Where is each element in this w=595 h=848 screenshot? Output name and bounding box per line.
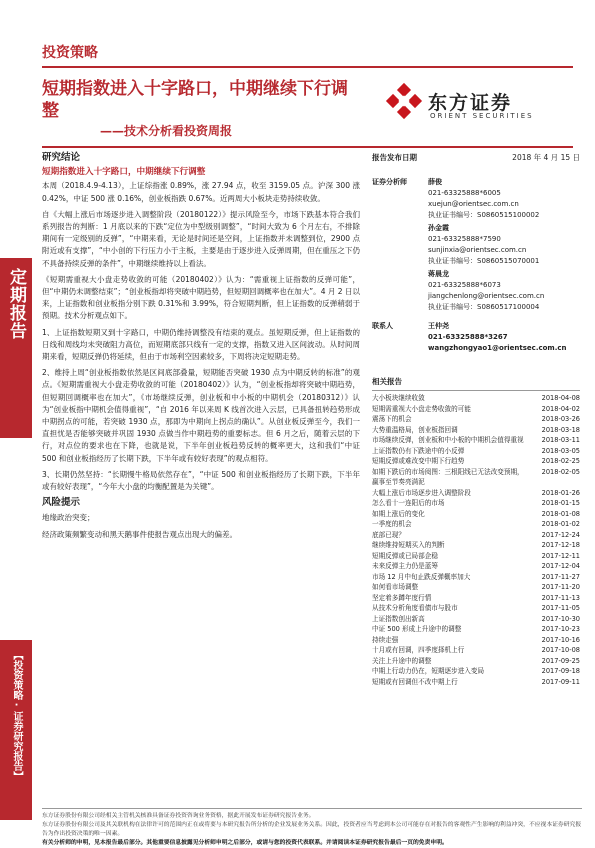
related-report-item[interactable]	[372, 530, 580, 541]
paragraph-weekly-market: 本周（2018.4.9-4.13），上证综指涨 0.89%，涨 27.94 点，收至 3159.05 点。沪深 300 涨 0.42%，中证 500 涨 0.16%，创业板指跌 0.67%。近两周大小板块走势持续收敛。	[42, 181, 360, 203]
analyst-email[interactable]: jiangchenlong@orientsec.com.cn	[428, 292, 545, 300]
related-report-title: 十月或有回调，四季度择机上行	[372, 646, 465, 654]
related-report-date: 2017-09-25	[541, 656, 580, 665]
related-reports-heading: 相关报告	[372, 376, 580, 391]
related-report-date: 2018-04-02	[541, 404, 580, 413]
related-report-date: 2018-03-26	[541, 415, 580, 423]
main-content	[42, 152, 360, 545]
publish-date-row	[372, 152, 580, 167]
related-report-date: 2017-09-11	[541, 677, 580, 686]
paragraph-point-3: 3、长期仍然坚持：“长期慢牛格局依然存在”，“中证 500 和创业板指经历了长期下跌，下半年或有较好表现”，“今年大小盘的均衡配置是为关键”。	[42, 469, 360, 492]
report-type-label: 投资策略	[42, 45, 98, 61]
related-report-title: 继续维持短期买入的判断	[372, 541, 445, 549]
report-subtitle: ——技术分析看投资周报	[100, 124, 233, 138]
related-report-date: 2017-11-27	[541, 572, 580, 581]
related-report-item[interactable]	[372, 540, 580, 551]
report-title: 短期指数进入十字路口，中期继续下行调整	[42, 79, 348, 121]
sidebar	[0, 0, 32, 842]
related-report-date: 2017-11-05	[541, 604, 580, 612]
related-report-title: 关注上升途中的调整	[372, 656, 432, 665]
paragraph-prior-view: 自《大幅上涨后市场逐步进入调整阶段（20180122）》提示风险至今，市场下跌基本符合我们系列报告的判断：1 月底以来的下跌“定位为中型级别调整”，“时间大致为 6 个月左右，不排除期间有一定级别的反弹”，“中期来看，无论是时间还是空间，上证指数并未调整到位，2900 点附近或有支撑”，“中小创的下行压力小于主板，主要是由于逐步进入反弹周期，但在重压之下仍不具备持续反弹的条件”，中期继续维持以上看法。	[42, 209, 360, 268]
related-reports-list	[372, 393, 580, 687]
publish-date-label: 报告发布日期	[372, 153, 417, 162]
related-report-item[interactable]	[372, 624, 580, 635]
section-title-risk: 风险提示	[42, 497, 81, 509]
related-report-item[interactable]	[372, 572, 580, 583]
contact-phone: 021-63325888*3267	[428, 333, 508, 341]
related-report-title: 如何看市场调整	[372, 583, 419, 591]
analyst-card	[428, 269, 580, 313]
analyst-phone: 021-63325888*6073	[428, 281, 501, 289]
contact-name: 王仲尧	[428, 322, 449, 330]
footer-divider	[42, 808, 582, 809]
related-report-title: 短期或有回调但不改中期上行	[372, 677, 458, 686]
related-report-item[interactable]	[372, 593, 580, 604]
related-report-title: 市场继续反弹，创业板和中小板的中期机会值得重视	[372, 436, 524, 444]
related-report-title: 从技术分析角度看债市与股市	[372, 604, 458, 612]
report-info	[372, 152, 580, 354]
related-report-item[interactable]	[372, 635, 580, 646]
related-report-title: 大势重温格局，创业板指回调	[372, 425, 458, 434]
related-report-title: 持续走强	[372, 635, 399, 644]
disclaimer-footer	[42, 812, 582, 848]
risk-item: 经济政策频繁变动和黑天鹅事件使报告观点出现大的偏差。	[42, 529, 237, 539]
related-report-date: 2018-02-25	[541, 457, 580, 465]
related-report-date: 2018-01-08	[541, 509, 580, 518]
analyst-license: 执业证书编号：S0860517100004	[428, 303, 540, 311]
related-report-item[interactable]	[372, 425, 580, 436]
related-report-item[interactable]	[372, 614, 580, 625]
related-report-date: 2017-12-18	[541, 541, 580, 549]
analyst-name: 薛俊	[428, 178, 442, 186]
related-report-title: 如期下跌后的市场阅图：三根阳线已无法改变预期，赢事至节奏亮满泥	[372, 467, 524, 486]
related-reports	[372, 376, 580, 687]
related-report-date: 2017-12-11	[541, 551, 580, 560]
related-report-item[interactable]	[372, 519, 580, 530]
related-report-title: 上证指数创出新高	[372, 614, 425, 623]
related-report-date: 2017-10-16	[541, 635, 580, 644]
related-report-item[interactable]	[372, 435, 580, 446]
related-report-item[interactable]	[372, 509, 580, 520]
analyst-license: 执业证书编号：S0860515070001	[428, 257, 540, 265]
related-report-item[interactable]	[372, 488, 580, 499]
sidebar-label-report-category: 【投资策略·证券研究报告】	[11, 650, 22, 781]
paragraph-recent-view: 《短期需重视大小盘走势收敛的可能（20180402）》认为：“需重视上证指数的反弹可能”，但“中期仍未调整结束”；“创业板指却将突破中期趋势，但短期回调概率也在加大”。4 月 2 日以来，上证指数和创业板指分别下跌 0.31%和 3.99%，符合短期判断，但上证指数的反弹稍弱于预期。技术分析观点如下。	[42, 274, 360, 321]
related-report-item[interactable]	[372, 456, 580, 467]
analyst-card	[428, 177, 580, 221]
analyst-label: 证券分析师	[372, 178, 407, 186]
related-report-title: 中期上行动力仍在，短期逐步进入变局	[372, 667, 485, 675]
risk-item: 地缘政治突变；	[42, 513, 95, 523]
logo-english-name: ORIENT SECURITIES	[430, 112, 534, 120]
related-report-title: 中证 500 形成上升途中的调整	[372, 625, 462, 633]
related-report-date: 2017-12-04	[541, 562, 580, 570]
publish-date-value: 2018 年 4 月 15 日	[512, 153, 580, 162]
related-report-item[interactable]	[372, 393, 580, 404]
analyst-phone: 021-63325888*7590	[428, 235, 501, 243]
company-logo	[384, 84, 584, 130]
related-report-title: 一季度的机会	[372, 520, 412, 528]
disclaimer-line: 东方证券股份有限公司经相关主管机关核准具备证券投资咨询业务资格，据此开展发布证券研究报告业务。	[42, 813, 315, 819]
related-report-item[interactable]	[372, 666, 580, 677]
related-report-title: 怎么看十一连阳后的市场	[372, 499, 445, 507]
related-report-title: 短期反弹或难改变中期下行趋势	[372, 457, 465, 465]
related-report-date: 2018-03-11	[541, 436, 580, 444]
analyst-email[interactable]: sunjinxia@orientsec.com.cn	[428, 246, 527, 254]
related-report-date: 2017-11-13	[541, 593, 580, 602]
related-report-item[interactable]	[372, 603, 580, 614]
related-report-date: 2018-02-05	[541, 467, 580, 476]
related-report-item[interactable]	[372, 645, 580, 656]
analyst-email[interactable]: xuejun@orientsec.com.cn	[428, 200, 519, 208]
disclaimer-line: 东方证券股份有限公司及其关联机构在法律许可的范围内正在或将要与本研究报告所分析的企业发展业务关系。因此，投资者应当考虑到本公司可能存在对报告的客观性产生影响的利益冲突，不应视本证券研究报告为作出投资决策的唯一因素。	[42, 822, 582, 837]
related-report-item[interactable]	[372, 656, 580, 667]
related-report-title: 市场 12 月中旬止跌反弹概率加大	[372, 572, 471, 581]
related-report-date: 2017-10-23	[541, 625, 580, 633]
related-report-item[interactable]	[372, 446, 580, 457]
analyst-list	[372, 177, 580, 313]
analyst-phone: 021-63325888*6005	[428, 189, 501, 197]
title-divider	[42, 146, 573, 148]
related-report-date: 2018-01-15	[541, 499, 580, 507]
related-report-title: 未来反弹主力仍是蓝筹	[372, 562, 438, 570]
sidebar-label-periodic-report: 定期报告	[6, 268, 26, 340]
related-report-date: 2018-03-18	[541, 425, 580, 434]
header-divider	[42, 66, 573, 68]
related-report-item[interactable]	[372, 677, 580, 688]
contact-label: 联系人	[372, 322, 393, 330]
logo-mark-icon	[384, 84, 424, 124]
related-report-item[interactable]	[372, 404, 580, 415]
related-report-date: 2017-10-30	[541, 614, 580, 623]
related-report-date: 2017-09-18	[541, 667, 580, 675]
related-report-item[interactable]	[372, 498, 580, 509]
analyst-license: 执业证书编号：S0860515100002	[428, 211, 540, 219]
related-report-date: 2018-03-05	[541, 446, 580, 455]
related-report-date: 2017-11-20	[541, 583, 580, 591]
paragraph-point-1: 1、上证指数短期又到十字路口，中期仍维持调整没有结束的观点。虽短期反弹，但上证指数的日线和周线均未突破阻力高位，而短期底部只线有一定的支撑，指数又进入区间波动。从时间周期来看，短期反弹仍将延续，但由于市场利空因素较多，下周将决定短期走势。	[42, 327, 360, 362]
related-report-date: 2018-04-08	[541, 394, 580, 402]
related-report-item[interactable]	[372, 551, 580, 562]
section-title-conclusions: 研究结论	[42, 152, 81, 163]
related-report-item[interactable]	[372, 467, 580, 488]
related-report-title: 如期上涨后的变化	[372, 509, 425, 518]
disclaimer-line: 有关分析师的申明，见本报告最后部分。其他重要信息披露见分析师申明之后部分，或请与您的投资代表联系。并请阅读本证券研究报告最后一页的免责申明。	[42, 840, 448, 846]
conclusion-headline: 短期指数进入十字路口，中期继续下行调整	[42, 167, 206, 178]
paragraph-point-2: 2、维持上周“创业板指数依然是区间底部叠量，短期能否突破 1930 点为中期反转的标准”的观点。《短期需重视大小盘走势收敛的可能（20180402）》认为，“创业板指却将突破中期趋势，但短期回调概率也在加大”，《市场继续反弹，创业板和中小板的中期机会（20180312）》认为“创业板指中期机会值得重视”，“自 2016 年以来周 K 线首次进入云层，已具备扭转趋势形成中期拐点的可能，若突破 1930 点，那即为中期向上拐点的确认”。从创业板反弹至今，我们一直担忧是否能够突破并巩固 1930 点做当作中期趋势的重要标志。但 6 月之后，随着云层的下行，对点位的要求也在下降，也就是说，下半年创业板趋势反转的概率更大，这和我们“中证 500 和创业板指经历了长期下跌，下半年或有较好表现”的观点相符。	[42, 368, 360, 463]
analyst-name: 蒋晨龙	[428, 270, 449, 278]
related-report-date: 2018-01-26	[541, 488, 580, 497]
logo-chinese-name: 东方证券	[428, 92, 513, 114]
related-report-date: 2018-01-02	[541, 520, 580, 528]
related-report-date: 2017-12-24	[541, 530, 580, 539]
analyst-card	[428, 223, 580, 267]
related-report-item[interactable]	[372, 582, 580, 593]
related-report-title: 底部已现？	[372, 530, 405, 539]
analyst-name: 孙金霞	[428, 224, 449, 232]
related-report-title: 坚定着多蹲年度行情	[372, 593, 432, 602]
related-report-title: 大幅上涨后市场逐步进入调整阶段	[372, 488, 471, 497]
contact-person	[372, 321, 580, 354]
related-report-title: 大小板块继续收敛	[372, 394, 425, 402]
related-report-date: 2017-10-08	[541, 646, 580, 654]
related-report-item[interactable]	[372, 414, 580, 425]
related-report-title: 短期反弹或已局部企稳	[372, 551, 438, 560]
related-report-title: 上证指数仍有下跌途中的小反弹	[372, 446, 465, 455]
related-report-item[interactable]	[372, 561, 580, 572]
related-report-title: 震荡下的机会	[372, 415, 412, 423]
related-report-title: 短期需重视大小盘走势收敛的可能	[372, 404, 471, 413]
contact-email[interactable]: wangzhongyao1@orientsec.com.cn	[428, 344, 567, 352]
